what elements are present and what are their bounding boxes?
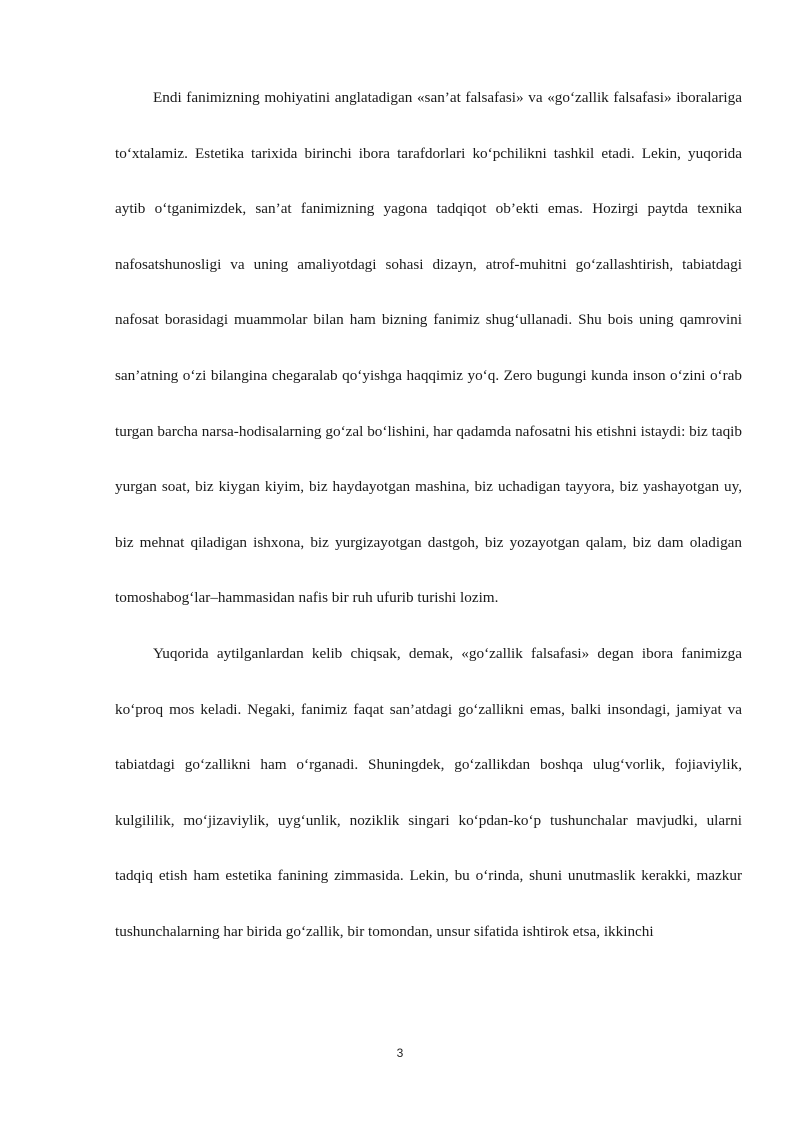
text-body <box>115 70 742 960</box>
paragraph-2: Yuqorida aytilganlardan kelib chiqsak, demak, «go‘zallik falsafasi» degan ibora fanimizga ko‘proq mos keladi. Negaki, fanimiz faqat san’atdagi go‘zallikni emas, balki insondagi, jamiyat va tabiatdagi go‘zallikni ham o‘rganadi. Shuningdek, go‘zallikdan boshqa ulug‘vorlik, fojiaviylik, kulgililik, mo‘jizaviylik, uyg‘unlik, noziklik singari ko‘pdan-ko‘p tushunchalar mavjudki, ularni tadqiq etish ham estetika fanining zimmasida. Lekin, bu o‘rinda, shuni unutmaslik kerakki, mazkur tushunchalarning har birida go‘zallik, bir tomondan, unsur sifatida ishtirok etsa, ikkinchi <box>115 644 742 940</box>
paragraph-1: Endi fanimizning mohiyatini anglatadigan «san’at falsafasi» va «go‘zallik falsafasi» iboralariga to‘xtalamiz. Estetika tarixida birinchi ibora tarafdorlari ko‘pchilikni tashkil etadi. Lekin, yuqorida aytib o‘tganimizdek, san’at fanimizning yagona tadqiqot ob’ekti emas. Hozirgi paytda texnika nafosatshunosligi va uning amaliyotdagi sohasi dizayn, atrof-muhitni go‘zallashtirish, tabiatdagi nafosat borasidagi muammolar bilan ham bizning fanimiz shug‘ullanadi. Shu bois uning qamrovini san’atning o‘zi bilangina chegaralab qo‘yishga haqqimiz yo‘q. Zero bugungi kunda inson o‘zini o‘rab turgan barcha narsa-hodisalarning go‘zal bo‘lishini, har qadamda nafosatni his etishni istaydi: biz taqib yurgan soat, biz kiygan kiyim, biz haydayotgan mashina, biz uchadigan tayyora, biz yashayotgan uy, biz mehnat qiladigan ishxona, biz yurgizayotgan dastgoh, biz yozayotgan qalam, biz dam oladigan tomoshabog‘lar–hammasidan nafis bir ruh ufurib turishi lozim. <box>115 89 742 607</box>
page-number: 3 <box>396 1046 404 1060</box>
